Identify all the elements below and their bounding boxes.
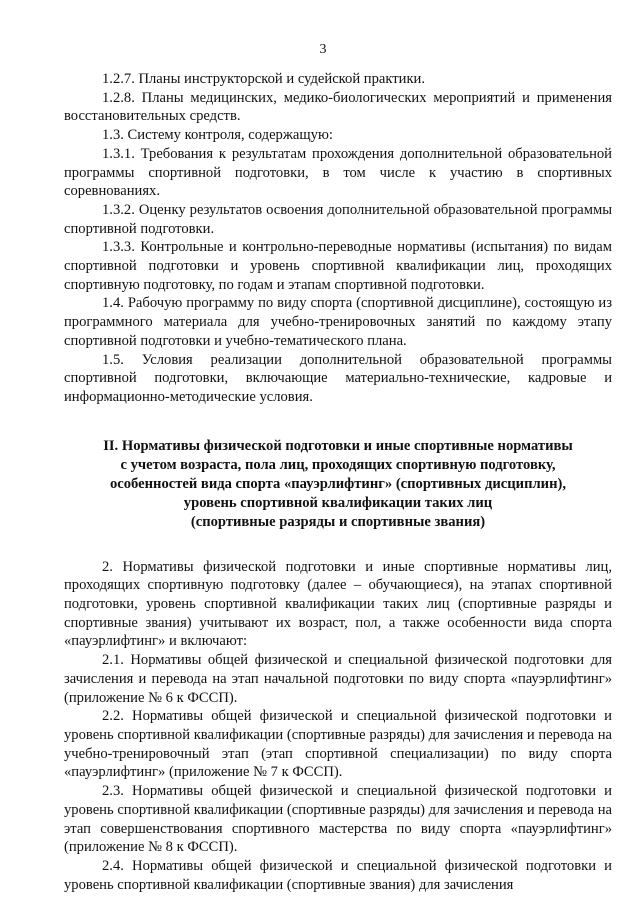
- paragraph-1-3-2: 1.3.2. Оценку результатов освоения дополнительной образовательной программы спортивной подготовки.: [64, 201, 612, 237]
- section-heading-line: особенностей вида спорта «пауэрлифтинг» (спортивных дисциплин),: [109, 475, 566, 492]
- section-heading-line: с учетом возраста, пола лиц, проходящих спортивную подготовку,: [120, 456, 556, 473]
- paragraph-2-2: 2.2. Нормативы общей физической и специальной физической подготовки и уровень спортивной квалификации (спортивные разряды) для зачисления и перевода на учебно-тренировочный этап (этап спортивной специализации) по виду спорта «пауэрлифтинг» (приложение № 7 к ФССП).: [64, 708, 612, 781]
- section-heading: [64, 437, 612, 532]
- paragraph-1-4: 1.4. Рабочую программу по виду спорта (спортивной дисциплине), состоящую из программного материала для учебно-тренировочных занятий по каждому этапу спортивной подготовки и учебно-тематического плана.: [64, 295, 612, 349]
- paragraph-1-3: 1.3. Систему контроля, содержащую:: [102, 127, 333, 144]
- paragraph-1-3-1: 1.3.1. Требования к результатам прохождения дополнительной образовательной программы спортивной подготовки, в том числе к участию в спортивных соревнованиях.: [64, 145, 612, 200]
- paragraph-1-5: 1.5. Условия реализации дополнительной образовательной программы спортивной подготовки, включающие материально-технические, кадровые и информационно-методические условия.: [64, 351, 612, 405]
- paragraph-1-2-7: 1.2.7. Планы инструкторской и судейской практики.: [102, 71, 425, 87]
- page-number: 3: [319, 42, 327, 57]
- section-heading-line: уровень спортивной квалификации таких лиц: [183, 494, 493, 511]
- paragraph-2-1: 2.1. Нормативы общей физической и специальной физической подготовки для зачисления и перевода на этап начальной подготовки по виду спорта «пауэрлифтинг» (приложение № 6 к ФССП).: [64, 652, 612, 706]
- section-heading-line: (спортивные разряды и спортивные звания): [190, 513, 486, 530]
- paragraph-2-4: 2.4. Нормативы общей физической и специальной физической подготовки и уровень спортивной квалификации (спортивные звания) для зачисления: [64, 857, 612, 893]
- section-heading-line: II. Нормативы физической подготовки и иные спортивные нормативы: [103, 437, 573, 454]
- paragraph-1-2-8: 1.2.8. Планы медицинских, медико-биологических мероприятий и применения восстановительных средств.: [64, 89, 612, 125]
- paragraph-1-3-3: 1.3.3. Контрольные и контрольно-переводные нормативы (испытания) по видам спортивной подготовки и уровень спортивной квалификации лиц, проходящих спортивную подготовку, по годам и этапам спортивной подготовки.: [64, 239, 612, 293]
- paragraph-2: 2. Нормативы физической подготовки и иные спортивные нормативы лиц, проходящих спортивную подготовку (далее – обучающиеся), на этапах спортивной подготовки, уровень спортивной квалификации таких лиц (спортивные разряды и спортивные звания) учитывают их возраст, пол, а также особенности вида спорта «пауэрлифтинг» и включают:: [64, 558, 612, 650]
- paragraph-2-3: 2.3. Нормативы общей физической и специальной физической подготовки и уровень спортивной квалификации (спортивные разряды) для зачисления и перевода на этап совершенствования спортивного мастерства по виду спорта «пауэрлифтинг» (приложение № 8 к ФССП).: [64, 783, 612, 856]
